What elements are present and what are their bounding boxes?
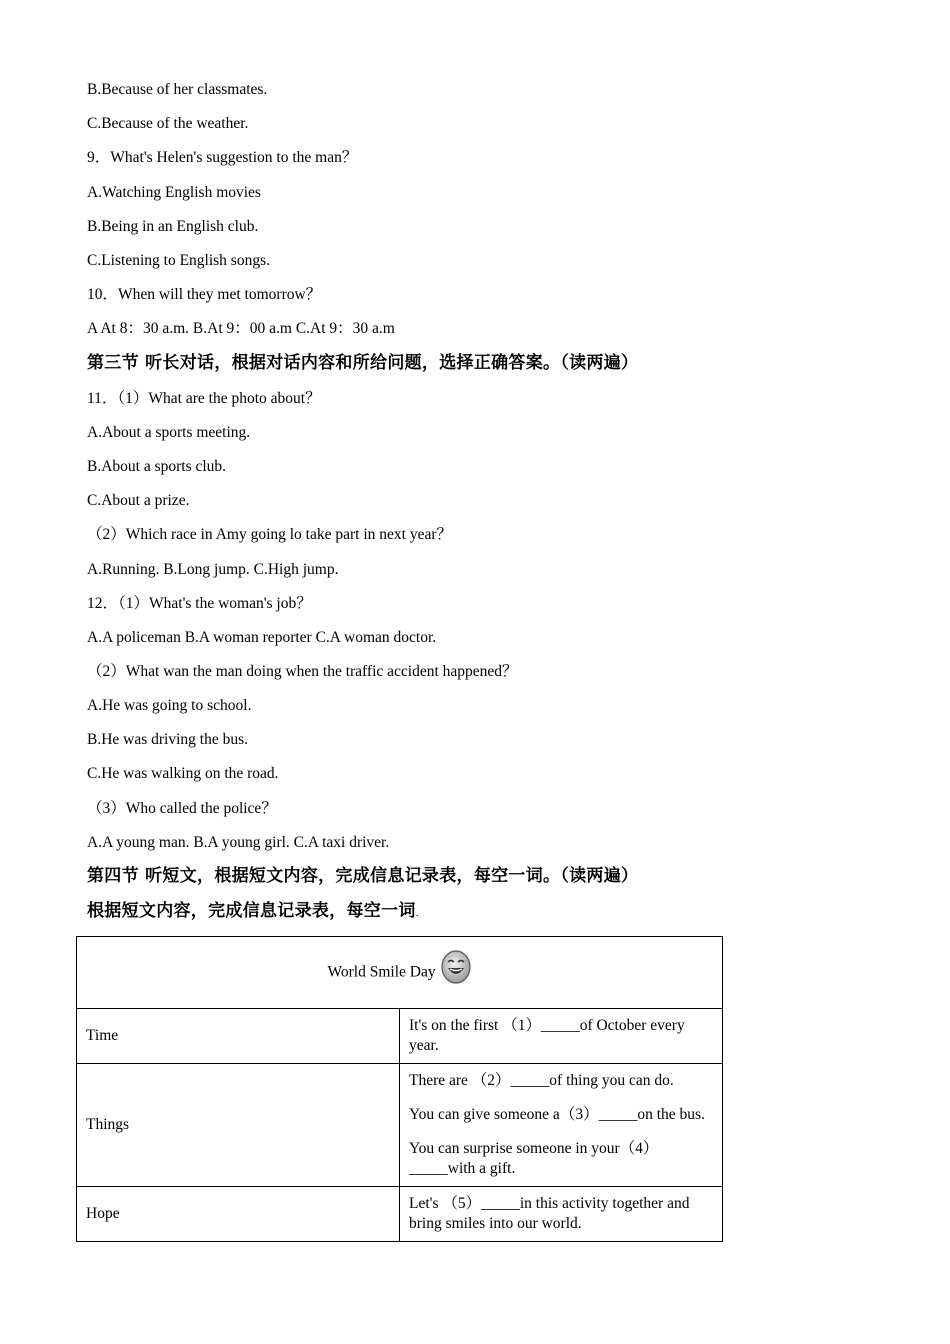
- section-heading: 第四节 听短文，根据短文内容，完成信息记录表，每空一词。（读两遍）: [87, 866, 639, 886]
- option-line: B.Because of her classmates.: [87, 81, 268, 98]
- question-line: 10．When will they met tomorrow？: [87, 286, 322, 303]
- subheading-dot: .: [415, 907, 419, 919]
- question-line: 11．（1）What are the photo about？: [87, 390, 321, 407]
- question-line: 9．What's Helen's suggestion to the man？: [87, 149, 358, 166]
- table-row: [77, 1064, 723, 1187]
- option-line: A.A policeman B.A woman reporter C.A woman doctor.: [87, 629, 437, 646]
- option-line: B.Being in an English club.: [87, 218, 259, 235]
- option-line: A At 8：30 a.m. B.At 9：00 a.m C.At 9：30 a.m: [87, 320, 395, 337]
- blank-line-1: It's on the first （1）_____of October every year.: [409, 1017, 685, 1054]
- option-line: A.Running. B.Long jump. C.High jump.: [87, 561, 339, 578]
- option-line: A.A young man. B.A young girl. C.A taxi driver.: [87, 834, 390, 851]
- section-heading: 第三节 听长对话，根据对话内容和所给问题，选择正确答案。（读两遍）: [87, 353, 639, 373]
- table-title: World Smile Day: [327, 963, 436, 981]
- question-line: 12．（1）What's the woman's job？: [87, 595, 312, 612]
- blank-line-4: You can surprise someone in your（4）_____with a gift.: [409, 1140, 659, 1177]
- option-line: A.About a sports meeting.: [87, 424, 251, 441]
- table-title-cell: [77, 937, 723, 1009]
- option-line: A.Watching English movies: [87, 184, 261, 201]
- subheading-text: 根据短文内容，完成信息记录表，每空一词: [87, 901, 416, 921]
- option-line: C.About a prize.: [87, 492, 190, 509]
- blank-line-2: There are （2）_____of thing you can do.: [409, 1072, 674, 1089]
- option-line: B.About a sports club.: [87, 458, 227, 475]
- smiley-face-icon: [441, 950, 471, 990]
- question-line: （2）Which race in Amy going lo take part in next year？: [87, 526, 453, 543]
- option-line: C.Because of the weather.: [87, 115, 249, 132]
- row-content-things: [400, 1064, 723, 1187]
- row-label-hope: Hope: [77, 1187, 400, 1242]
- row-label-time: Time: [77, 1009, 400, 1064]
- option-line: A.He was going to school.: [87, 697, 252, 714]
- info-record-table: [76, 936, 723, 1242]
- table-title-row: [77, 937, 723, 1009]
- question-line: （2）What wan the man doing when the traffic accident happened？: [87, 663, 518, 680]
- blank-line-3: You can give someone a（3）_____on the bus.: [409, 1106, 705, 1123]
- row-content-time: [400, 1009, 723, 1064]
- row-content-hope: [400, 1187, 723, 1242]
- question-line: （3）Who called the police？: [87, 800, 277, 817]
- table-row: [77, 1009, 723, 1064]
- table-row: [77, 1187, 723, 1242]
- blank-line-5: Let's （5）_____in this activity together and bring smiles into our world.: [409, 1195, 690, 1232]
- option-line: C.He was walking on the road.: [87, 765, 279, 782]
- row-label-things: Things: [77, 1064, 400, 1187]
- option-line: B.He was driving the bus.: [87, 731, 249, 748]
- section-subheading: [87, 901, 419, 923]
- option-line: C.Listening to English songs.: [87, 252, 270, 269]
